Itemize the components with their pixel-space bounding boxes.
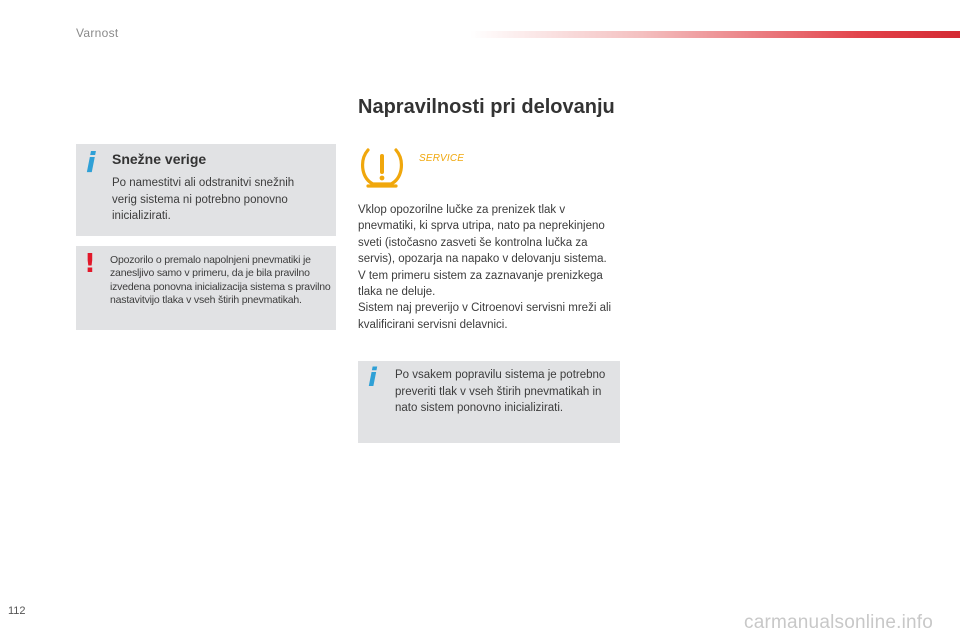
tpms-warning-icon <box>360 146 404 190</box>
service-label: SERVICE <box>419 153 465 164</box>
info-icon: i <box>368 363 377 393</box>
page-number: 112 <box>8 605 26 617</box>
info-box-text: Po vsakem popravilu sistema je potrebno preveriti tlak v vseh štirih pnevmatikah in nato sistem ponovno inicializirati. <box>395 369 606 414</box>
info-box-title: Snežne verige <box>112 151 207 167</box>
paragraph: Sistem naj preverijo v Citroenovi servisni mreži ali kvalificirani servisni delavnici. <box>358 302 612 331</box>
info-icon: i <box>86 146 96 179</box>
paragraph: Vklop opozorilne lučke za prenizek tlak v pnevmatiki, ki sprva utripa, nato pa neprekinjeno sveti (istočasno zasveti še kontrolna lučka za servis), opozarja na napako v delovanju sistema. <box>358 204 607 266</box>
header-accent-bar <box>470 31 960 38</box>
page-title: Napravilnosti pri delovanju <box>358 96 615 118</box>
warning-box-text: Opozorilo o premalo napolnjeni pnevmatiki je zanesljivo samo v primeru, da je bila pravilno izvedena ponovna inicializacija sistema s pravilno nastavitvijo tlaka v vseh štirih pnevmatikah. <box>110 254 331 306</box>
info-box-text: Po namestitvi ali odstranitvi snežnih verig sistema ni potrebno ponovno inicializirati. <box>112 177 295 222</box>
section-header: Varnost <box>76 26 119 40</box>
info-box-repair <box>358 361 620 443</box>
info-box-snow-chains <box>76 144 336 236</box>
warning-icon: ! <box>84 249 96 279</box>
body-text <box>358 202 620 333</box>
warning-box <box>76 246 336 330</box>
watermark: carmanualsonline.info <box>744 612 934 633</box>
paragraph: V tem primeru sistem za zaznavanje prenizkega tlaka ne deluje. <box>358 269 603 299</box>
